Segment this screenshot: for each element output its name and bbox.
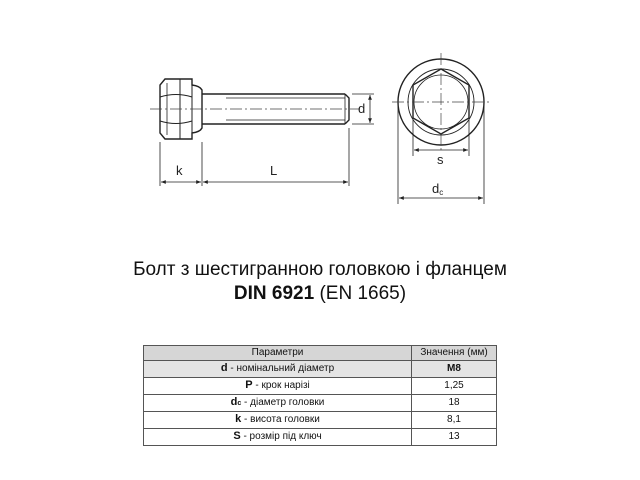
param-cell: [144, 412, 412, 429]
value-cell: 18: [412, 395, 497, 412]
param-desc: - крок нарізі: [252, 380, 310, 391]
table-row: [144, 412, 497, 429]
product-title: Болт з шестигранною головкою і фланцем: [133, 259, 507, 280]
header-values: Значення (мм): [412, 346, 497, 361]
param-cell: [144, 361, 412, 378]
standard-din: DIN 6921: [233, 283, 315, 304]
s-label: s: [437, 152, 444, 167]
param-cell: [144, 395, 412, 412]
param-desc: - висота головки: [241, 414, 320, 425]
param-symbol: P: [245, 379, 253, 391]
front-centerlines: [392, 53, 490, 150]
title-block: [0, 258, 640, 306]
param-symbol: d: [220, 362, 228, 374]
header-parameters: Параметри: [144, 346, 412, 361]
param-symbol: k: [235, 413, 242, 425]
dc-label: [432, 181, 443, 197]
d-label: d: [358, 101, 366, 116]
dc-label-main: d: [432, 181, 440, 196]
table-row: [144, 378, 497, 395]
L-label: L: [270, 163, 278, 178]
specifications-table: [143, 345, 497, 446]
value-cell: 8,1: [412, 412, 497, 429]
table-row: [144, 361, 497, 378]
standard-en: (EN 1665): [319, 283, 407, 304]
param-desc: - діаметр головки: [241, 397, 325, 408]
table-header-row: [144, 346, 497, 361]
k-label: k: [176, 163, 183, 178]
value-cell: 13: [412, 429, 497, 446]
param-desc: - номінальний діаметр: [227, 363, 335, 374]
standard-title: [0, 282, 640, 306]
value-cell: 1,25: [412, 378, 497, 395]
value-cell: M8: [412, 361, 497, 378]
param-desc: - розмір під ключ: [240, 431, 322, 442]
param-symbol-sub: c: [237, 400, 242, 407]
param-cell: [144, 429, 412, 446]
table-row: [144, 429, 497, 446]
param-cell: [144, 378, 412, 395]
param-symbol: S: [233, 430, 241, 442]
dc-label-sub: c: [439, 188, 444, 197]
param-symbol: d: [230, 396, 238, 408]
table-row: [144, 395, 497, 412]
